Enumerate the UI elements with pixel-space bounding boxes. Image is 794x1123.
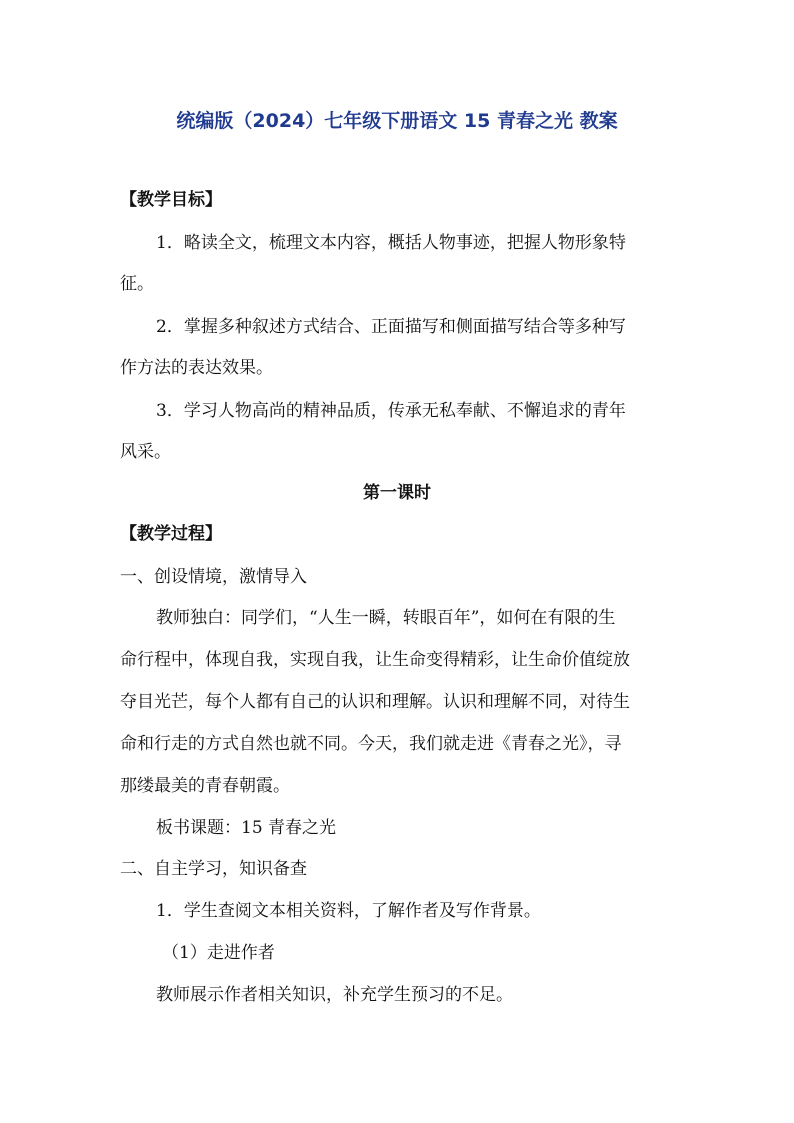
- goals-heading: 【教学目标】: [120, 190, 222, 210]
- step-1-text: 教师展示作者相关知识，补充学生预习的不足。: [156, 985, 513, 1005]
- intro-line-4: 命和行走的方式自然也就不同。今天，我们就走进《青春之光》，寻: [120, 734, 622, 754]
- lesson-heading: 第一课时: [363, 483, 431, 503]
- goal-3-line-2: 风采。: [120, 442, 171, 462]
- intro-line-1: 教师独白：同学们，“人生一瞬，转眼百年”，如何在有限的生: [156, 608, 616, 628]
- board-title: 板书课题：15 青春之光: [156, 818, 337, 838]
- section-2-heading: 二、自主学习，知识备查: [120, 859, 307, 879]
- goal-3-line-1: 3．学习人物高尚的精神品质，传承无私奉献、不懈追求的青年: [156, 401, 626, 421]
- process-heading: 【教学过程】: [120, 524, 222, 544]
- intro-line-2: 命行程中，体现自我，实现自我，让生命变得精彩，让生命价值绽放: [120, 650, 630, 670]
- step-1: 1．学生查阅文本相关资料，了解作者及写作背景。: [156, 901, 541, 921]
- step-1-sub: （1）走进作者: [162, 943, 275, 963]
- document-title: 统编版（2024）七年级下册语文 15 青春之光 教案: [176, 110, 618, 132]
- goal-1-line-2: 征。: [120, 274, 154, 294]
- goal-2-line-1: 2．掌握多种叙述方式结合、正面描写和侧面描写结合等多种写: [156, 317, 626, 337]
- goal-2-line-2: 作方法的表达效果。: [120, 358, 273, 378]
- intro-line-3: 夺目光芒，每个人都有自己的认识和理解。认识和理解不同，对待生: [120, 692, 630, 712]
- goal-1-line-1: 1．略读全文，梳理文本内容，概括人物事迹，把握人物形象特: [156, 233, 626, 253]
- section-1-heading: 一、创设情境，激情导入: [120, 567, 307, 587]
- intro-line-5: 那缕最美的青春朝霞。: [120, 776, 290, 796]
